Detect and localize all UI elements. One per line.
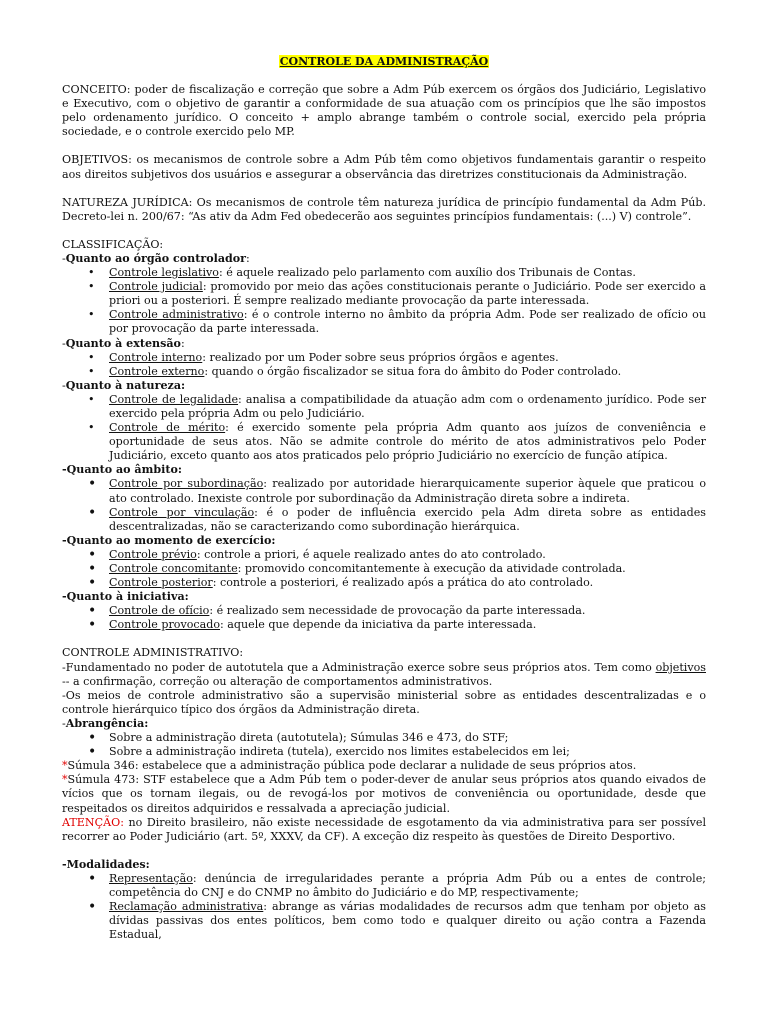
list-item: • Controle concomitante: promovido concomitantemente à execução da atividade controlada. [62, 562, 706, 576]
group-list [62, 477, 706, 533]
group-list [62, 266, 706, 336]
sumula-473: *Súmula 473: STF estabelece que a Adm Púb tem o poder-dever de anular seus próprios atos quando eivados de vícios que os tornam ilegais, ou de revogá-los por motivos de conveniência ou oportunidade, desde que respeitados os direitos adquiridos e ressalvada a apreciação judicial. [62, 773, 706, 815]
group-list [62, 604, 706, 632]
sumula-346: *Súmula 346: estabelece que a administração pública pode declarar a nulidade de seus próprios atos. [62, 759, 637, 773]
document-page [62, 55, 706, 942]
list-item: • Controle de mérito: é exercido somente pela própria Adm quanto aos juízos de conveniência e oportunidade de seus atos. Não se admite controle do mérito de atos administrativos pelo Poder Judiciário, exceto quanto aos atos praticados pelo próprio Judiciário no exercício de função atípica. [62, 421, 706, 463]
list-item: • Reclamação administrativa: abrange as várias modalidades de recursos adm que tenham por objeto as dívidas passivas dos entes políticos, bem como todo e qualquer direito ou ação contra a Fazenda Estadual, [62, 900, 706, 942]
group-label: -Quanto à extensão: [62, 336, 185, 350]
group-list [62, 351, 706, 379]
group-label: -Quanto ao momento de exercício: [62, 533, 276, 547]
controle-adm-p1: -Fundamentado no poder de autotutela que a Administração exerce sobre seus próprios atos. Tem como objetivos -- a confirmação, correção ou alteração de comportamentos administrativos. [62, 660, 706, 688]
abrangencia-label: -Abrangência: [62, 716, 149, 730]
paragraph-objetivos: OBJETIVOS: os mecanismos de controle sobre a Adm Púb têm como objetivos fundamentais garantir o respeito aos direitos subjetivos dos usuários e assegurar a observância das diretrizes constitucionais da Administração. [62, 153, 706, 181]
atencao-note: ATENÇÃO: no Direito brasileiro, não existe necessidade de esgotamento da via administrativa para ser possível recorrer ao Poder Judiciário (art. 5º, XXXV, da CF). A exceção diz respeito às questões de Direito Desportivo. [62, 815, 706, 843]
group-label: -Quanto ao âmbito: [62, 463, 182, 477]
group-label: -Quanto ao órgão controlador: [62, 251, 250, 265]
paragraph-conceito: CONCEITO: poder de fiscalização e correção que sobre a Adm Púb exercem os órgãos dos Judiciário, Legislativo e Executivo, com o objetivo de garantir a conformidade de sua atuação com os princípios que lhe são impostos pelo ordenamento jurídico. O conceito + amplo abrange também o controle social, exercido pela própria sociedade, e o controle exercido pelo MP. [62, 83, 706, 139]
controle-adm-heading: CONTROLE ADMINISTRATIVO: [62, 646, 244, 660]
list-item: • Controle administrativo: é o controle interno no âmbito da própria Adm. Pode ser realizado de ofício ou por provocação da parte interessada. [62, 308, 706, 336]
paragraph-natureza: NATUREZA JURÍDICA: Os mecanismos de controle têm natureza jurídica de princípio fundamental da Adm Púb. Decreto-lei n. 200/67: “As ativ da Adm Fed obedecerão aos seguintes princípios fundamentais: (...) V) controle”. [62, 195, 706, 223]
list-item: • Controle legislativo: é aquele realizado pelo parlamento com auxílio dos Tribunais de Contas. [62, 266, 706, 280]
list-item: • Controle externo: quando o órgão fiscalizador se situa fora do âmbito do Poder controlado. [62, 365, 706, 379]
list-item: • Controle prévio: controle a priori, é aquele realizado antes do ato controlado. [62, 548, 706, 562]
group-label: -Quanto à iniciativa: [62, 590, 189, 604]
list-item: • Controle por vinculação: é o poder de influência exercido pela Adm direta sobre as entidades descentralizadas, não se caracterizando como subordinação hierárquica. [62, 506, 706, 534]
list-item: • Sobre a administração direta (autotutela); Súmulas 346 e 473, do STF; [62, 731, 706, 745]
document-title: CONTROLE DA ADMINISTRAÇÃO [279, 55, 489, 68]
modalidades-list [62, 872, 706, 942]
group-list [62, 548, 706, 590]
list-item: • Controle de legalidade: analisa a compatibilidade da atuação adm com o ordenamento jurídico. Pode ser exercido pela própria Adm ou pelo Judiciário. [62, 393, 706, 421]
list-item: • Sobre a administração indireta (tutela), exercido nos limites estabelecidos em lei; [62, 745, 706, 759]
controle-adm-p2: -Os meios de controle administrativo são a supervisão ministerial sobre as entidades descentralizadas e o controle hierárquico típico dos órgãos da Administração direta. [62, 688, 706, 716]
list-item: • Controle por subordinação: realizado por autoridade hierarquicamente superior àquele que praticou o ato controlado. Inexiste controle por subordinação da Administração direta sobre a indireta. [62, 477, 706, 505]
group-label: -Quanto à natureza: [62, 378, 186, 392]
classificacao-heading: CLASSIFICAÇÃO: [62, 237, 164, 251]
modalidades-label: -Modalidades: [62, 857, 150, 871]
list-item: • Representação: denúncia de irregularidades perante a própria Adm Púb ou a entes de controle; competência do CNJ e do CNMP no âmbito do Judiciário e do MP, respectivamente; [62, 872, 706, 900]
list-item: • Controle interno: realizado por um Poder sobre seus próprios órgãos e agentes. [62, 351, 706, 365]
list-item: • Controle judicial: promovido por meio das ações constitucionais perante o Judiciário. Pode ser exercido a priori ou a posteriori. É sempre realizado mediante provocação da parte interessada. [62, 280, 706, 308]
list-item: • Controle provocado: aquele que depende da iniciativa da parte interessada. [62, 618, 706, 632]
list-item: • Controle de ofício: é realizado sem necessidade de provocação da parte interessada. [62, 604, 706, 618]
list-item: • Controle posterior: controle a posteriori, é realizado após a prática do ato controlado. [62, 576, 706, 590]
abrangencia-list [62, 731, 706, 759]
group-list [62, 393, 706, 463]
